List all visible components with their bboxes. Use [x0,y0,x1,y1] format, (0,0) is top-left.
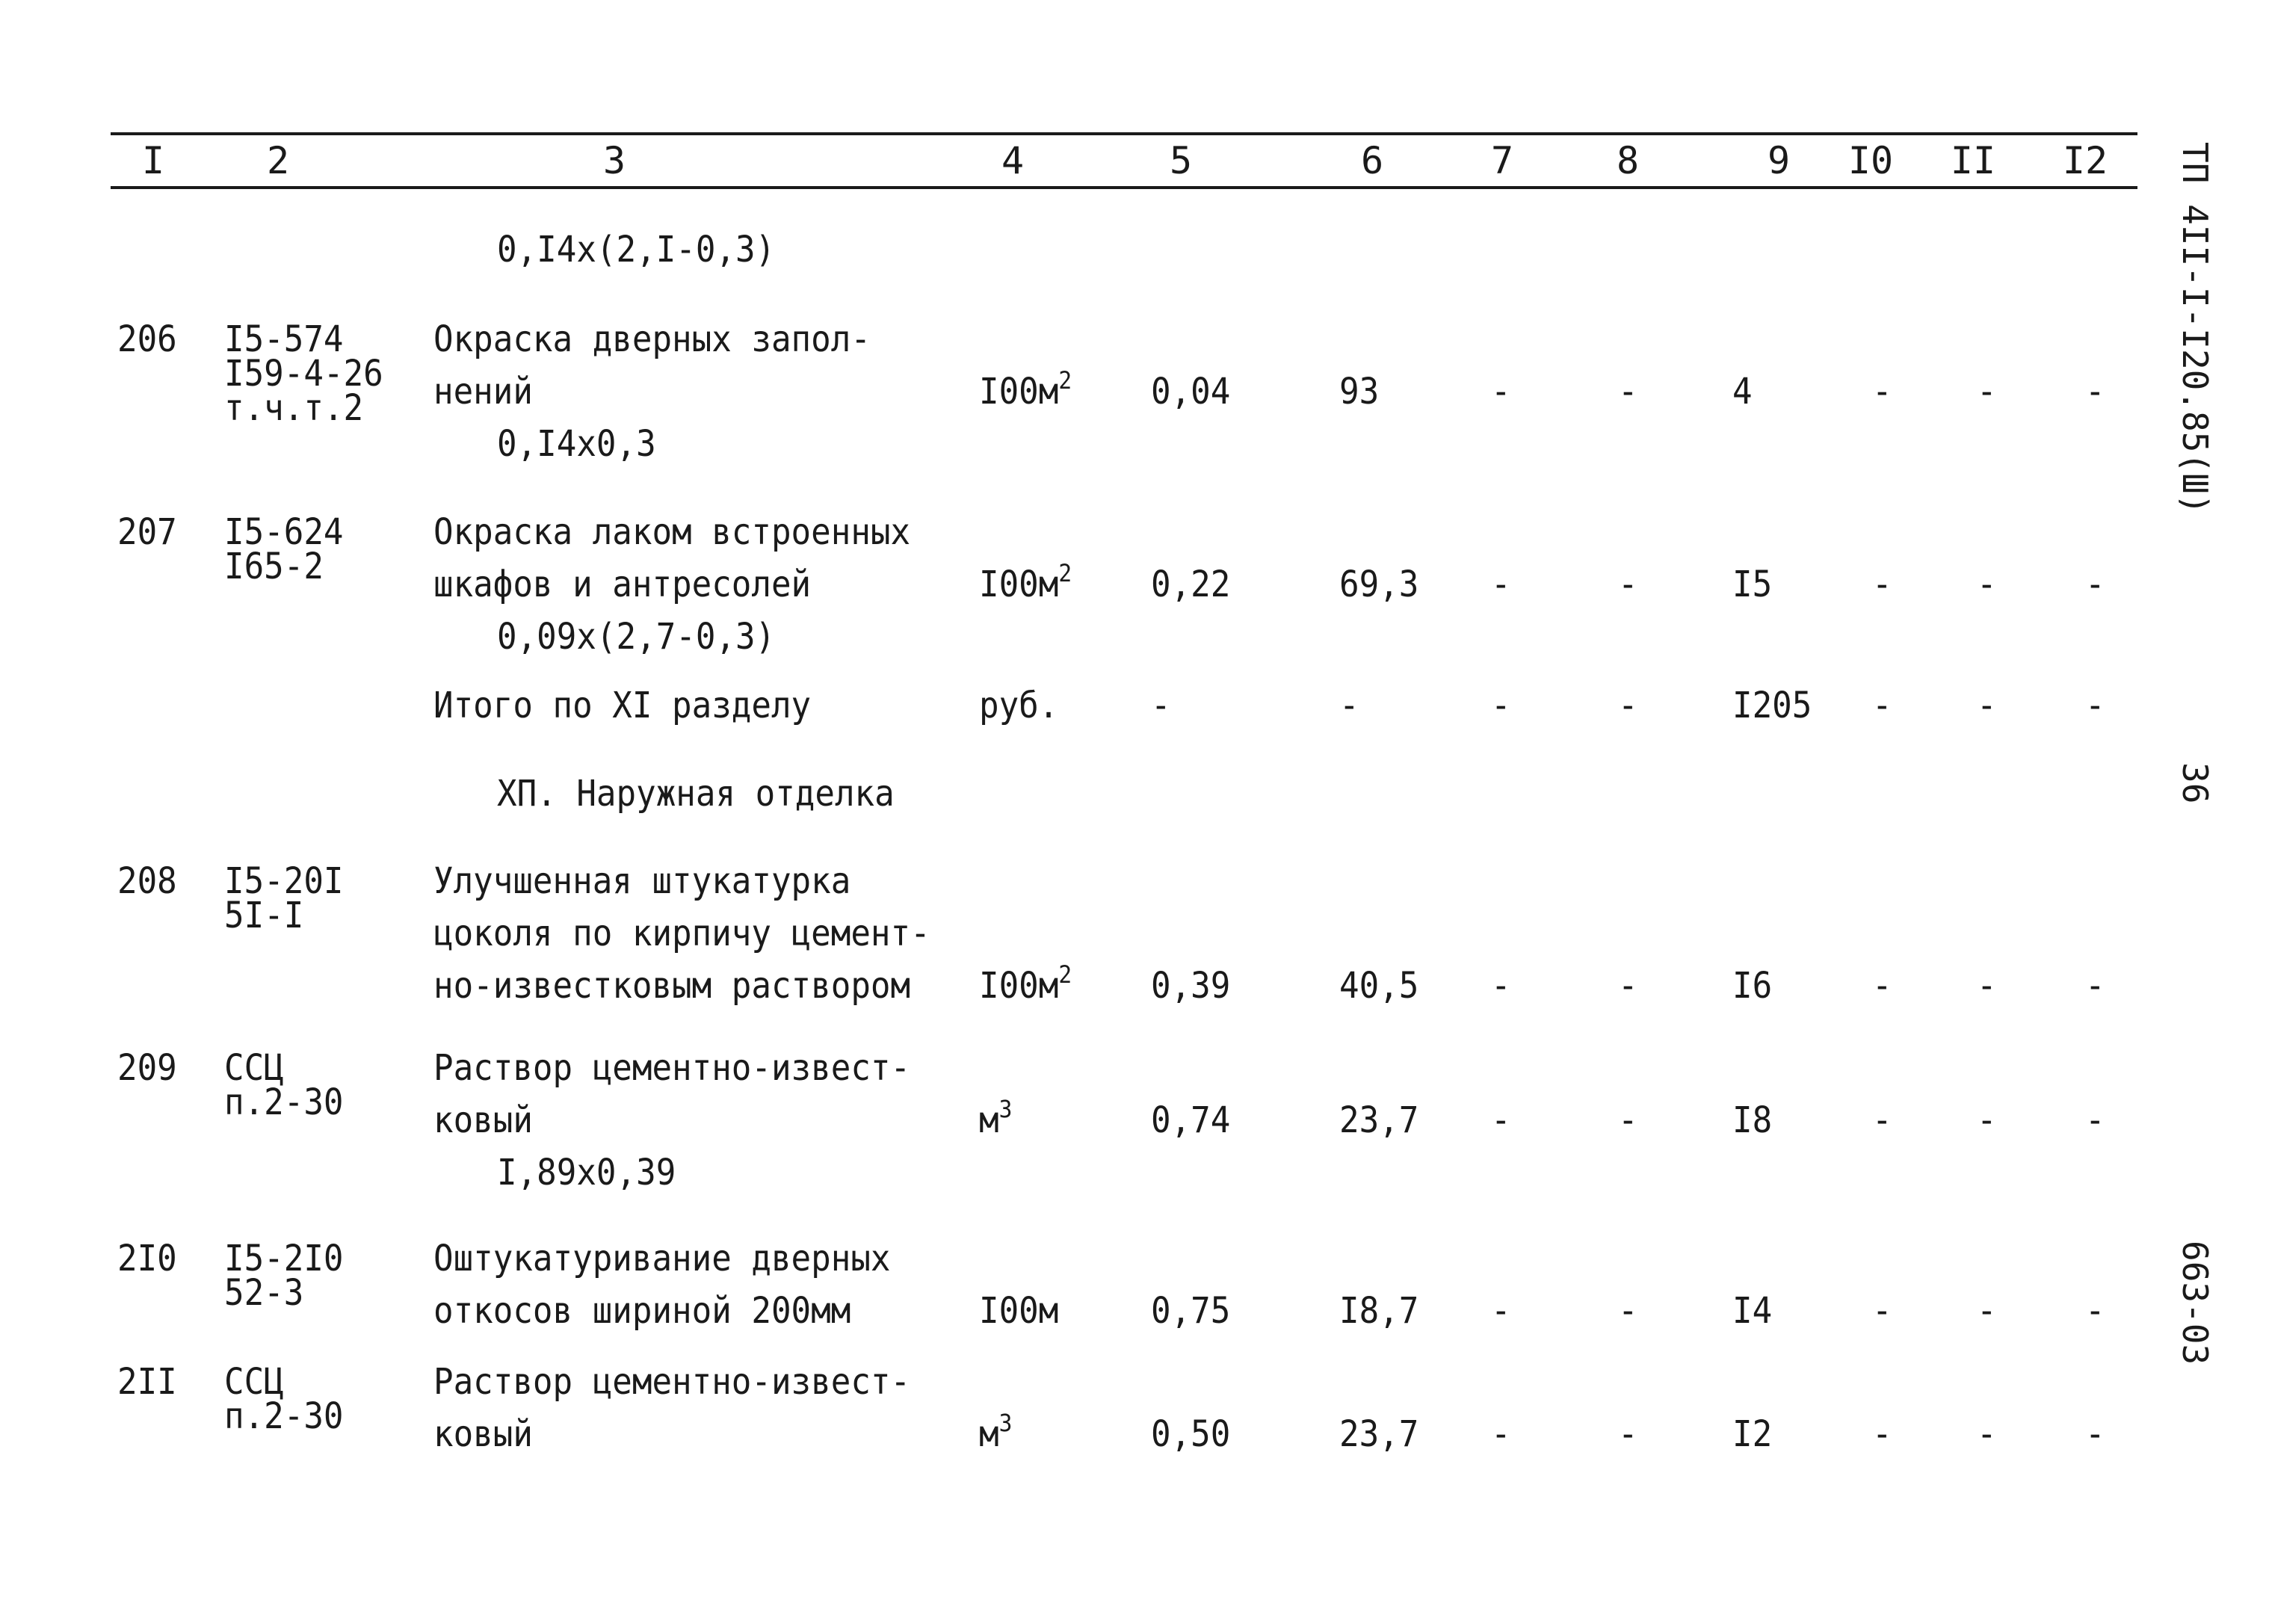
work-description: ковый [433,1413,533,1455]
norm-code: ССЦ [224,1361,284,1403]
section-title: XП. Наружная отделка [497,773,895,815]
unit: руб. [979,685,1059,726]
cell-c7: - [1491,965,1511,1007]
work-description: нений [433,371,533,413]
cell-price: 69,3 [1339,564,1419,605]
cell-c8: - [1618,564,1638,605]
header-bottom-rule [111,186,2137,189]
cell-price: I8,7 [1339,1290,1419,1332]
norm-code: I59-4-26 [224,353,383,395]
column-header-11: II [1950,139,1996,182]
cell-c8: - [1618,1290,1638,1332]
norm-code: I5-20I [224,860,344,902]
norm-code: т.ч.т.2 [224,387,364,429]
cell-c7: - [1491,371,1511,413]
unit-exponent: 3 [998,1095,1013,1123]
row-number: 207 [117,511,177,553]
cell-total: I5 [1732,564,1773,605]
work-description: Раствор цементно-извест- [433,1361,911,1403]
unit-exponent: 3 [998,1409,1013,1437]
cell-c8: - [1618,1099,1638,1141]
cell-total: I205 [1732,685,1812,726]
formula-line: 0,09x(2,7-0,3) [497,616,776,658]
cell-price: 93 [1339,371,1380,413]
cell-c11: - [1977,564,1997,605]
cell-c11: - [1977,371,1997,413]
cell-qty: 0,22 [1151,564,1231,605]
cell-c10: - [1872,1290,1892,1332]
unit-exponent: 2 [1058,366,1072,395]
column-header-4: 4 [1001,139,1025,182]
work-description: Окраска лаком встроенных [433,511,911,553]
cell-qty: 0,39 [1151,965,1231,1007]
cell-c12: - [2085,1413,2105,1455]
cell-c12: - [2085,564,2105,605]
formula-line: I,89x0,39 [497,1152,676,1194]
work-description: Оштукатуривание дверных [433,1238,891,1279]
row-number: 208 [117,860,177,902]
norm-code: 52-3 [224,1272,304,1314]
page-number: 36 [2175,762,2215,804]
cell-c10: - [1872,685,1892,726]
work-description: но-известковым раствором [433,965,911,1007]
unit: $м^3$ [979,1095,1013,1141]
row-number: 2I0 [117,1238,177,1279]
unit: $м^3$ [979,1409,1013,1455]
cell-price: - [1339,685,1359,726]
cell-price: 23,7 [1339,1099,1419,1141]
cell-c12: - [2085,1099,2105,1141]
formula-line: 0,I4x0,3 [497,423,656,465]
cell-c8: - [1618,685,1638,726]
cell-c11: - [1977,1099,1997,1141]
column-header-10: I0 [1847,139,1894,182]
column-header-7: 7 [1490,139,1514,182]
work-description: Окраска дверных запол- [433,318,871,360]
cell-c7: - [1491,1290,1511,1332]
cell-c12: - [2085,371,2105,413]
norm-code: ССЦ [224,1047,284,1089]
norm-code: 5I-I [224,895,304,936]
cell-c10: - [1872,1099,1892,1141]
cell-c8: - [1618,1413,1638,1455]
work-description: Раствор цементно-извест- [433,1047,911,1089]
sheet-code: 663-03 [2175,1241,2215,1365]
header-top-rule [111,132,2137,135]
unit: $I00м^2$ [979,366,1072,413]
column-header-1: I [141,139,165,182]
cell-c10: - [1872,1413,1892,1455]
cell-c11: - [1977,1290,1997,1332]
cell-c12: - [2085,965,2105,1007]
cell-c8: - [1618,965,1638,1007]
cell-total: I6 [1732,965,1773,1007]
work-description: Улучшенная штукатурка [433,860,851,902]
cell-qty: 0,75 [1151,1290,1231,1332]
unit-exponent: 2 [1058,960,1072,989]
work-description: Итого по XI разделу [433,685,812,726]
column-header-3: 3 [602,139,626,182]
column-header-9: 9 [1767,139,1791,182]
work-description: шкафов и антресолей [433,564,812,605]
cell-c7: - [1491,1099,1511,1141]
cell-c8: - [1618,371,1638,413]
norm-code: I5-2I0 [224,1238,344,1279]
cell-c10: - [1872,965,1892,1007]
column-header-6: 6 [1360,139,1384,182]
cell-c11: - [1977,1413,1997,1455]
cell-price: 40,5 [1339,965,1419,1007]
norm-code: I5-574 [224,318,344,360]
cell-c7: - [1491,1413,1511,1455]
cell-qty: 0,74 [1151,1099,1231,1141]
document-code: ТП 4II-I-I20.85(Ш) [2175,142,2215,515]
column-header-12: I2 [2062,139,2108,182]
cell-total: 4 [1732,371,1753,413]
cell-qty: 0,50 [1151,1413,1231,1455]
norm-code: п.2-30 [224,1081,344,1123]
column-header-8: 8 [1616,139,1640,182]
cell-c10: - [1872,564,1892,605]
cell-total: I4 [1732,1290,1773,1332]
unit: $I00м^2$ [979,559,1072,605]
unit: I00м [979,1290,1059,1332]
cell-total: I8 [1732,1099,1773,1141]
row-number: 2II [117,1361,177,1403]
cell-total: I2 [1732,1413,1773,1455]
cell-c7: - [1491,685,1511,726]
row-number: 209 [117,1047,177,1089]
cell-c12: - [2085,685,2105,726]
cell-c10: - [1872,371,1892,413]
norm-code: I65-2 [224,546,324,587]
formula-line: 0,I4x(2,I-0,3) [497,229,776,271]
column-header-5: 5 [1169,139,1193,182]
unit: $I00м^2$ [979,960,1072,1007]
cell-c11: - [1977,685,1997,726]
work-description: цоколя по кирпичу цемент- [433,913,930,954]
cell-c12: - [2085,1290,2105,1332]
cell-qty: 0,04 [1151,371,1231,413]
cell-price: 23,7 [1339,1413,1419,1455]
unit-exponent: 2 [1058,559,1072,587]
cell-c11: - [1977,965,1997,1007]
norm-code: п.2-30 [224,1395,344,1437]
norm-code: I5-624 [224,511,344,553]
row-number: 206 [117,318,177,360]
column-header-2: 2 [266,139,290,182]
work-description: ковый [433,1099,533,1141]
cell-c7: - [1491,564,1511,605]
cell-qty: - [1151,685,1171,726]
work-description: откосов шириной 200мм [433,1290,851,1332]
